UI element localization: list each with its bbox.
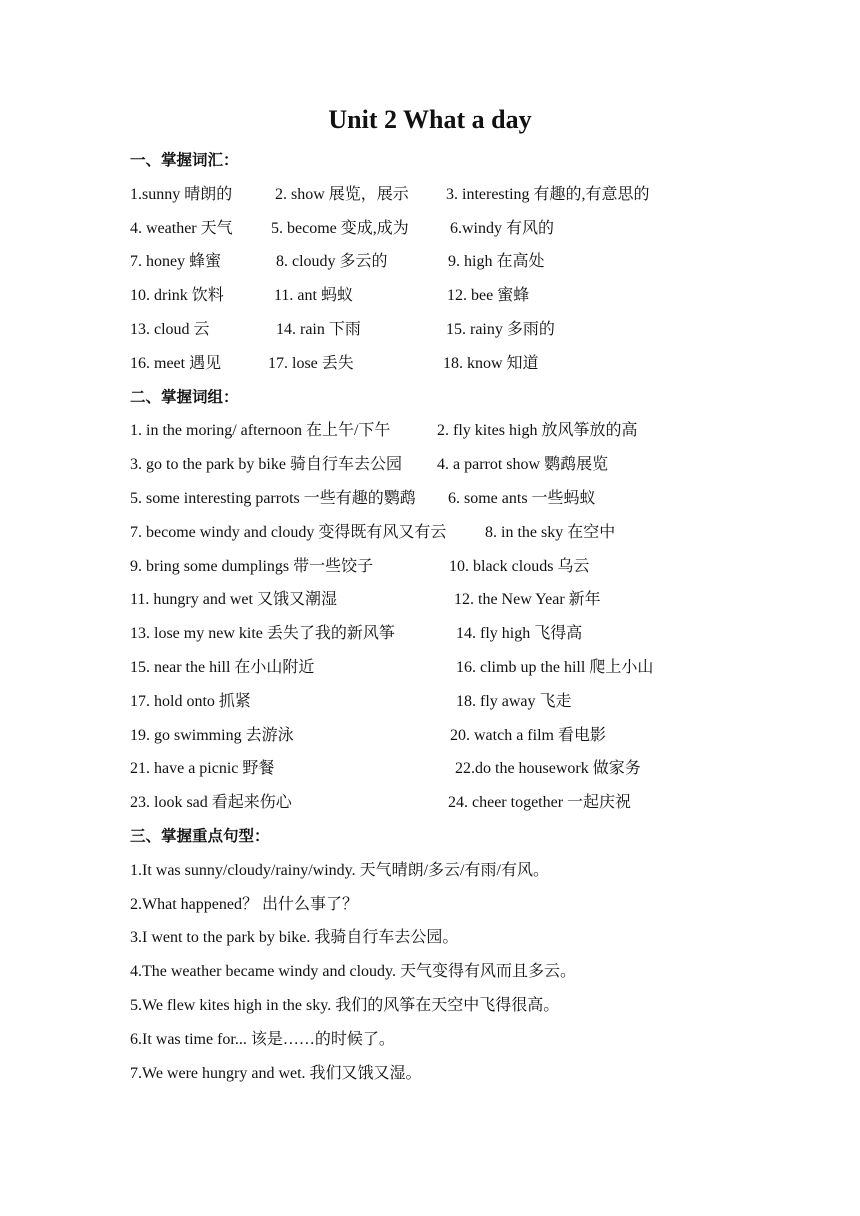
phrase-item: 19. go swimming 去游泳 bbox=[130, 726, 294, 744]
phrase-item: 23. look sad 看起来伤心 bbox=[130, 794, 292, 812]
sentences-section-heading: 三、掌握重点句型： bbox=[130, 826, 270, 845]
vocab-item: 5. become 变成,成为 bbox=[271, 219, 409, 237]
phrase-item: 11. hungry and wet 又饿又潮湿 bbox=[130, 591, 337, 609]
vocab-item: 6.windy 有风的 bbox=[450, 219, 555, 237]
phrase-row bbox=[130, 651, 730, 685]
sentence-item: 3.I went to the park by bike. 我骑自行车去公园。 bbox=[130, 929, 459, 947]
vocab-item: 7. honey 蜂蜜 bbox=[130, 253, 222, 271]
vocab-item: 2. show 展览，展示 bbox=[275, 185, 409, 203]
vocab-item: 16. meet 遇见 bbox=[130, 354, 222, 372]
vocab-item: 17. lose 丢失 bbox=[268, 354, 354, 372]
vocab-row bbox=[130, 212, 730, 246]
phrase-item: 16. climb up the hill 爬上小山 bbox=[456, 658, 654, 676]
phrase-row bbox=[130, 719, 730, 753]
phrase-item: 9. bring some dumplings 带一些饺子 bbox=[130, 557, 374, 575]
vocab-item: 14. rain 下雨 bbox=[276, 320, 361, 338]
phrase-item: 22.do the housework 做家务 bbox=[455, 760, 641, 778]
phrase-row bbox=[130, 583, 730, 617]
sentence-item: 2.What happened？ 出什么事了？ bbox=[130, 895, 358, 913]
vocab-item: 18. know 知道 bbox=[443, 354, 539, 372]
sentence-item: 4.The weather became windy and cloudy. 天气变得有风而且多云。 bbox=[130, 963, 576, 981]
vocab-row bbox=[130, 313, 730, 347]
sentence-item: 6.It was time for... 该是……的时候了。 bbox=[130, 1030, 395, 1048]
vocab-item: 10. drink 饮料 bbox=[130, 287, 224, 305]
phrase-item: 3. go to the park by bike 骑自行车去公园 bbox=[130, 456, 402, 474]
phrase-item: 1. in the moring/ afternoon 在上午/下午 bbox=[130, 422, 391, 440]
phrase-item: 13. lose my new kite 丢失了我的新风筝 bbox=[130, 625, 395, 643]
page-title: Unit 2 What a day bbox=[328, 105, 532, 134]
phrase-item: 6. some ants 一些蚂蚁 bbox=[448, 489, 596, 507]
phrase-item: 24. cheer together 一起庆祝 bbox=[448, 794, 632, 812]
vocab-item: 1.sunny 晴朗的 bbox=[130, 185, 233, 203]
phrase-row bbox=[130, 516, 730, 550]
phrase-item: 10. black clouds 乌云 bbox=[449, 557, 590, 575]
phrase-row bbox=[130, 414, 730, 448]
phrase-item: 15. near the hill 在小山附近 bbox=[130, 658, 315, 676]
phrase-row bbox=[130, 482, 730, 516]
vocab-item: 4. weather 天气 bbox=[130, 219, 233, 237]
phrase-item: 8. in the sky 在空中 bbox=[485, 523, 616, 541]
vocab-section-heading: 一、掌握词汇： bbox=[130, 151, 239, 169]
vocab-row bbox=[130, 245, 730, 279]
vocab-item: 3. interesting 有趣的,有意思的 bbox=[446, 185, 650, 203]
vocab-item: 12. bee 蜜蜂 bbox=[447, 287, 530, 305]
vocab-item: 13. cloud 云 bbox=[130, 320, 210, 338]
phrase-item: 4. a parrot show 鹦鹉展览 bbox=[437, 456, 609, 474]
phrase-item: 21. have a picnic 野餐 bbox=[130, 760, 275, 778]
worksheet-body bbox=[130, 144, 730, 1090]
phrase-item: 12. the New Year 新年 bbox=[454, 591, 601, 609]
vocab-item: 11. ant 蚂蚁 bbox=[274, 287, 353, 305]
vocab-item: 8. cloudy 多云的 bbox=[276, 253, 388, 271]
vocab-row bbox=[130, 347, 730, 381]
sentence-item: 1.It was sunny/cloudy/rainy/windy. 天气晴朗/多云/有雨/有风。 bbox=[130, 861, 549, 879]
phrase-row bbox=[130, 685, 730, 719]
phrase-item: 5. some interesting parrots 一些有趣的鹦鹉 bbox=[130, 489, 416, 507]
phrases-section-heading: 二、掌握词组： bbox=[130, 387, 239, 406]
phrase-row bbox=[130, 550, 730, 584]
phrase-row bbox=[130, 617, 730, 651]
phrase-row bbox=[130, 448, 730, 482]
vocab-row bbox=[130, 279, 730, 313]
vocab-row bbox=[130, 178, 730, 212]
phrase-item: 18. fly away 飞走 bbox=[456, 692, 572, 710]
vocab-item: 15. rainy 多雨的 bbox=[446, 320, 555, 338]
phrase-item: 20. watch a film 看电影 bbox=[450, 726, 606, 744]
phrase-row bbox=[130, 752, 730, 786]
phrase-item: 7. become windy and cloudy 变得既有风又有云 bbox=[130, 523, 447, 541]
sentence-item: 7.We were hungry and wet. 我们又饿又湿。 bbox=[130, 1064, 422, 1082]
phrase-item: 17. hold onto 抓紧 bbox=[130, 692, 251, 710]
sentence-item: 5.We flew kites high in the sky. 我们的风筝在天空中飞得很高。 bbox=[130, 996, 560, 1014]
phrase-row bbox=[130, 786, 730, 820]
phrase-item: 14. fly high 飞得高 bbox=[456, 625, 583, 643]
vocab-item: 9. high 在高处 bbox=[448, 253, 545, 271]
phrase-item: 2. fly kites high 放风筝放的高 bbox=[437, 422, 638, 440]
